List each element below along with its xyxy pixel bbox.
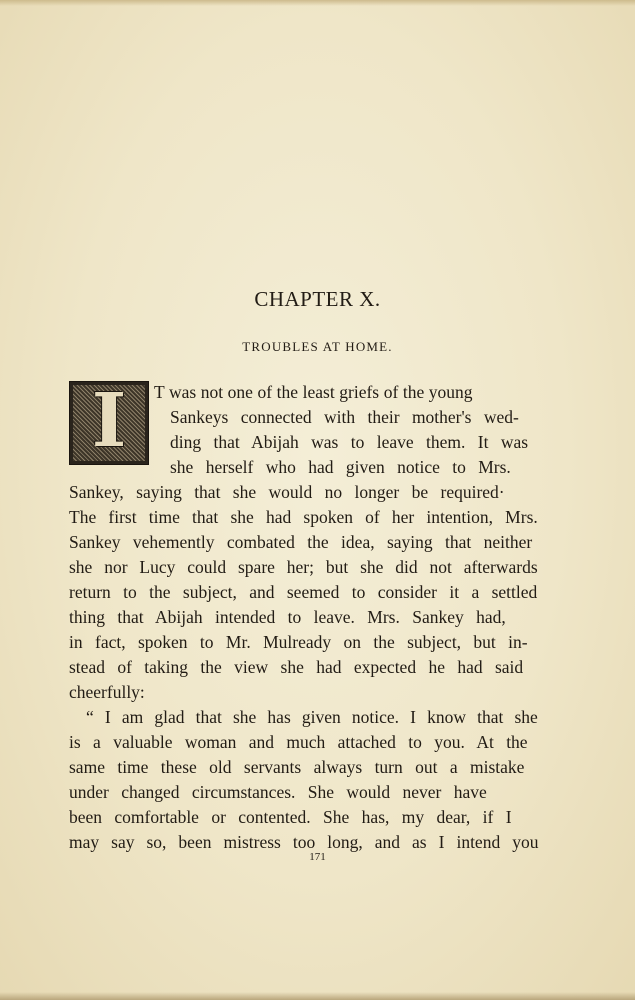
page-number: 171: [309, 851, 326, 863]
chapter-subtitle: TROUBLES AT HOME.: [242, 339, 393, 354]
drop-cap-letter: I: [91, 378, 127, 464]
text-line-2: Sankeys connected with their mother's wed-: [170, 407, 519, 427]
text-line-3: ding that Abijah was to leave them. It was: [170, 432, 529, 452]
text-line-11: in fact, spoken to Mr. Mulready on the subject, but in-: [69, 632, 528, 652]
page-bottom-edge: [0, 992, 635, 1000]
text-line-14: “ I am glad that she has given notice. I know that she: [86, 707, 538, 727]
text-line-18: been comfortable or contented. She has, my dear, if I: [69, 807, 512, 827]
text-line-8: she nor Lucy could spare her; but she did not afterwards: [69, 557, 538, 577]
text-line-16: same time these old servants always turn out a mistake: [69, 757, 525, 777]
page-top-edge: [0, 0, 635, 6]
text-line-15: is a valuable woman and much attached to you. At the: [69, 732, 528, 752]
text-line-5: Sankey, saying that she would no longer be required·: [69, 482, 505, 502]
chapter-title: CHAPTER X.: [254, 287, 381, 311]
text-line-7: Sankey vehemently combated the idea, saying that neither: [69, 532, 533, 552]
text-line-10: thing that Abijah intended to leave. Mrs. Sankey had,: [69, 607, 506, 627]
text-line-17: under changed circumstances. She would never have: [69, 782, 487, 802]
ornamental-drop-cap: [69, 378, 149, 465]
text-line-1: T was not one of the least griefs of the young: [154, 382, 473, 402]
text-line-13: cheerfully:: [69, 682, 145, 702]
text-line-12: stead of taking the view she had expected he had said: [69, 657, 524, 677]
text-line-9: return to the subject, and seemed to consider it a settled: [69, 582, 538, 602]
text-line-6: The first time that she had spoken of her intention, Mrs.: [69, 507, 538, 527]
text-line-19: may say so, been mistress too long, and as I intend you: [69, 832, 539, 852]
text-line-4: she herself who had given notice to Mrs.: [170, 457, 511, 477]
